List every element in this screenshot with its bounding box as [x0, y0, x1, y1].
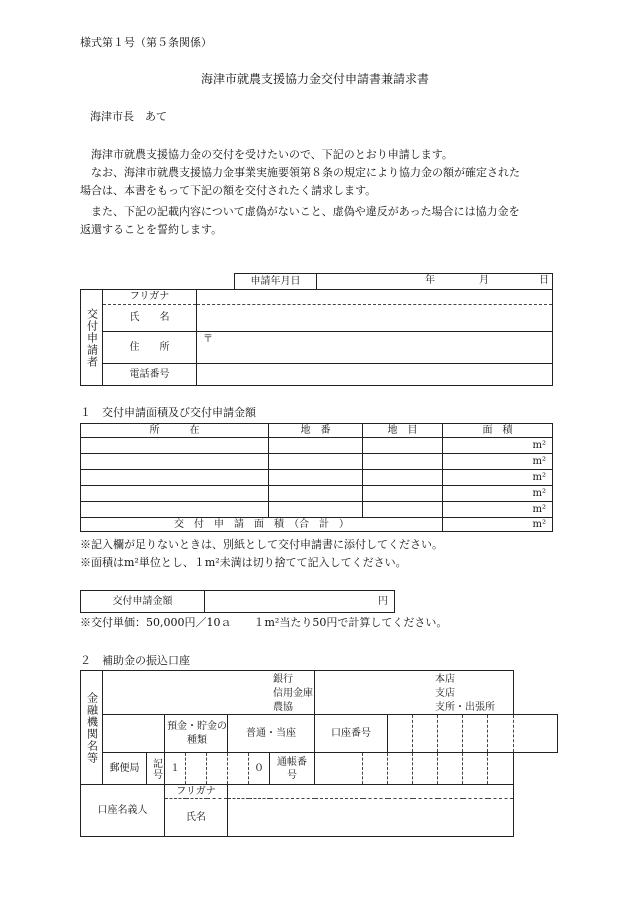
lot-cell[interactable] — [269, 454, 363, 470]
intro-line-3: 場合は、本書をもって下記の額を交付されたく請求します。 — [80, 184, 377, 197]
account-digit[interactable] — [388, 715, 413, 753]
account-digit[interactable] — [413, 715, 438, 753]
header-location: 所 在 — [81, 424, 269, 438]
branch-name-field[interactable] — [315, 671, 514, 715]
lot-cell[interactable] — [269, 486, 363, 502]
table-row — [81, 486, 553, 502]
area-cell[interactable] — [443, 502, 553, 518]
phone-label: 電話番号 — [103, 364, 197, 386]
document-title: 海津市就農支援協力金交付申請書兼請求書 — [200, 72, 429, 86]
unit-m2: m² — [532, 518, 546, 530]
bank-type-shinkin[interactable]: 信用金庫 — [273, 688, 313, 699]
name-field[interactable] — [197, 305, 553, 332]
account-holder-label: 口座名義人 — [81, 785, 165, 837]
area-cell[interactable] — [443, 438, 553, 454]
applicant-table — [80, 289, 553, 386]
passbook-digit[interactable] — [315, 753, 363, 785]
unit-m2: m² — [532, 471, 546, 483]
bank-type-nokyo[interactable]: 農協 — [273, 702, 293, 713]
month-label: 月 — [479, 275, 489, 286]
intro-line-5: 返還することを誓約します。 — [80, 223, 223, 236]
amount-field[interactable] — [205, 591, 395, 613]
holder-name-label: 氏名 — [165, 799, 228, 837]
category-cell[interactable] — [363, 454, 443, 470]
phone-field[interactable] — [197, 364, 553, 386]
holder-furigana-label: フリガナ — [165, 785, 228, 799]
account-digit[interactable] — [438, 715, 463, 753]
year-label: 年 — [425, 275, 435, 286]
furigana-field[interactable] — [197, 290, 553, 305]
holder-furigana-field[interactable] — [228, 785, 514, 799]
account-number-label: 口座番号 — [315, 715, 388, 753]
kigo-digit-first[interactable]: １ — [165, 753, 186, 785]
branch-type-office[interactable]: 支所・出張所 — [435, 702, 495, 713]
location-cell[interactable] — [81, 454, 269, 470]
bank-account-table — [80, 670, 558, 837]
blank-cell — [103, 715, 165, 753]
branch-type-branch[interactable]: 支店 — [435, 688, 455, 699]
yen-unit: 円 — [378, 595, 388, 607]
addressee: 海津市長 あて — [90, 110, 167, 123]
name-label: 氏 名 — [103, 305, 197, 332]
kigo-digit[interactable] — [228, 753, 249, 785]
branch-type-main[interactable]: 本店 — [435, 674, 455, 685]
header-land-category: 地 目 — [363, 424, 443, 438]
applicant-side-label: 交付申請者 — [81, 290, 103, 386]
note-unit-price: ※交付単価：50,000円／10ａ １m²当たり50円で計算してください。 — [80, 616, 448, 629]
amount-table — [80, 590, 395, 613]
note-attachment: ※記入欄が足りないときは、別紙として交付申請書に添付してください。 — [80, 538, 443, 551]
day-label: 日 — [539, 275, 549, 286]
lot-cell[interactable] — [269, 502, 363, 518]
kigo-label: 記号 — [147, 753, 165, 785]
kigo-digit[interactable] — [186, 753, 207, 785]
amount-label: 交付申請金額 — [81, 591, 205, 613]
application-date-label: 申請年月日 — [235, 274, 317, 290]
intro-line-1: 海津市就農支援協力金の交付を受けたいので、下記のとおり申請します。 — [80, 148, 453, 161]
account-digit[interactable] — [488, 715, 514, 753]
section2-heading: ２ 補助金の振込口座 — [80, 654, 190, 667]
location-cell[interactable] — [81, 470, 269, 486]
post-office-label: 郵便局 — [103, 753, 147, 785]
passbook-number-label: 通帳番号 — [270, 753, 315, 785]
category-cell[interactable] — [363, 486, 443, 502]
financial-institution-side-label: 金融機関名等 — [81, 671, 103, 785]
address-field[interactable] — [197, 332, 553, 364]
location-cell[interactable] — [81, 486, 269, 502]
application-date-field[interactable] — [317, 274, 553, 290]
deposit-type-label: 預金・貯金の種類 — [165, 715, 228, 753]
section1-heading: １ 交付申請面積及び交付申請金額 — [80, 406, 256, 419]
lot-cell[interactable] — [269, 470, 363, 486]
postal-mark: 〒 — [203, 334, 213, 345]
address-label: 住 所 — [103, 332, 197, 364]
passbook-digit[interactable] — [488, 753, 514, 785]
account-digit[interactable] — [514, 715, 558, 753]
intro-line-2: なお、海津市就農支援協力金事業実施要領第８条の規定により協力金の額が確定された — [80, 166, 520, 179]
bank-name-field[interactable] — [103, 671, 315, 715]
unit-m2: m² — [532, 503, 546, 515]
unit-m2: m² — [532, 487, 546, 499]
category-cell[interactable] — [363, 502, 443, 518]
table-row — [81, 454, 553, 470]
table-row — [81, 470, 553, 486]
kigo-digit[interactable] — [207, 753, 228, 785]
kigo-digit-last[interactable]: ０ — [249, 753, 270, 785]
unit-m2: m² — [532, 439, 546, 451]
passbook-digit[interactable] — [438, 753, 463, 785]
table-row — [81, 438, 553, 454]
passbook-digit[interactable] — [463, 753, 488, 785]
account-digit[interactable] — [463, 715, 488, 753]
application-date-table — [234, 273, 553, 290]
location-cell[interactable] — [81, 502, 269, 518]
furigana-label: フリガナ — [103, 290, 197, 305]
form-number: 様式第１号（第５条関係） — [80, 36, 212, 49]
header-lot-number: 地 番 — [269, 424, 363, 438]
passbook-digit[interactable] — [388, 753, 413, 785]
table-row — [81, 502, 553, 518]
category-cell[interactable] — [363, 470, 443, 486]
total-area-label: 交 付 申 請 面 積 （合 計 ） — [81, 518, 443, 532]
area-cell[interactable] — [443, 470, 553, 486]
lot-cell[interactable] — [269, 438, 363, 454]
deposit-type-options[interactable]: 普通・当座 — [228, 715, 315, 753]
bank-type-bank[interactable]: 銀行 — [273, 674, 293, 685]
category-cell[interactable] — [363, 438, 443, 454]
passbook-digit[interactable] — [363, 753, 388, 785]
intro-line-4: また、下記の記載内容について虚偽がないこと、虚偽や違反があった場合には協力金を — [80, 205, 520, 218]
holder-name-field[interactable] — [228, 799, 514, 837]
area-cell[interactable] — [443, 486, 553, 502]
unit-m2: m² — [532, 455, 546, 467]
header-area: 面 積 — [443, 424, 553, 438]
total-area-cell[interactable] — [443, 518, 553, 532]
area-table — [80, 423, 553, 532]
area-cell[interactable] — [443, 454, 553, 470]
location-cell[interactable] — [81, 438, 269, 454]
note-area-unit: ※面積はm²単位とし、１m²未満は切り捨てて記入してください。 — [80, 556, 407, 569]
passbook-digit[interactable] — [413, 753, 438, 785]
